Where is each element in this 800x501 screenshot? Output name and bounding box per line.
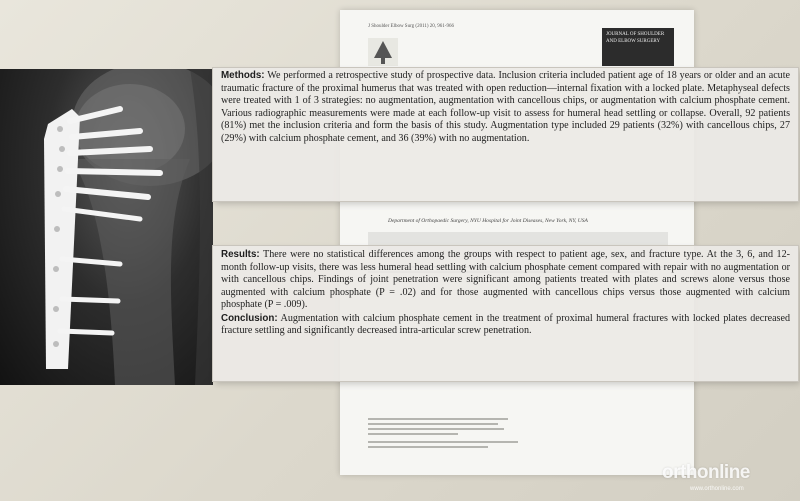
paper-citation: J Shoulder Elbow Surg (2011) 20, 961-966 xyxy=(368,24,454,29)
watermark-logo: orthonline xyxy=(662,462,750,483)
conclusion-label: Conclusion: xyxy=(221,312,278,324)
paper-department: Department of Orthopaedic Surgery, NYU Hospital for Joint Diseases, New York, NY, USA xyxy=(388,218,588,224)
locked-plate-xray-illustration xyxy=(0,69,213,385)
results-paragraph xyxy=(221,249,790,312)
conclusion-paragraph xyxy=(221,313,790,338)
conclusion-text: Augmentation with calcium phosphate cement in the treatment of proximal humeral fractures with locked plates decreased fracture settling and significantly decreased intra-articular screw penetration. xyxy=(221,312,790,336)
methods-box xyxy=(213,68,798,201)
watermark-url: www.orthonline.com xyxy=(690,486,744,492)
xray-image xyxy=(0,69,213,385)
results-label: Results: xyxy=(221,249,260,260)
methods-label: Methods: xyxy=(221,70,265,81)
results-text: There were no statistical differences among the groups with respect to patient age, sex, and fracture type. At the 3, 6, and 12-month follow-up visits, there was less humeral head settling with calcium phosphate cement compared with repair with no augmentation or with cancellous chips. Findings of joint penetration were significant among patients treated with plates and screws alone versus those augmented with calcium phosphate (P = .02) and for those augmented with cancellous chips versus those augmented with calcium phosphate (P = .009). xyxy=(221,249,791,310)
results-box xyxy=(213,246,798,381)
paper-footnotes xyxy=(368,418,664,451)
publisher-logo-icon xyxy=(368,38,398,66)
methods-paragraph xyxy=(221,70,790,145)
journal-badge: JOURNAL OF SHOULDER AND ELBOW SURGERY xyxy=(602,28,674,66)
methods-text: We performed a retrospective study of prospective data. Inclusion criteria included patient age of 18 years or older and an acute traumatic fracture of the proximal humerus that was treated with open reduction—internal fixation with a locked plate. Metaphyseal defects were treated with 1 of 3 strategies: no augmentation, augmentation with cancellous chips, or augmentation with calcium phosphate cement. Various radiographic measurements were made at each follow-up visit to assess for humeral head settling or collapse. Overall, 92 patients (81%) met the inclusion criteria and form the basis of this study. Augmentation type included 29 patients (32%) with cancellous chips, 27 (29%) with calcium phosphate cement, and 36 (39%) with no augmentation. xyxy=(221,70,791,144)
